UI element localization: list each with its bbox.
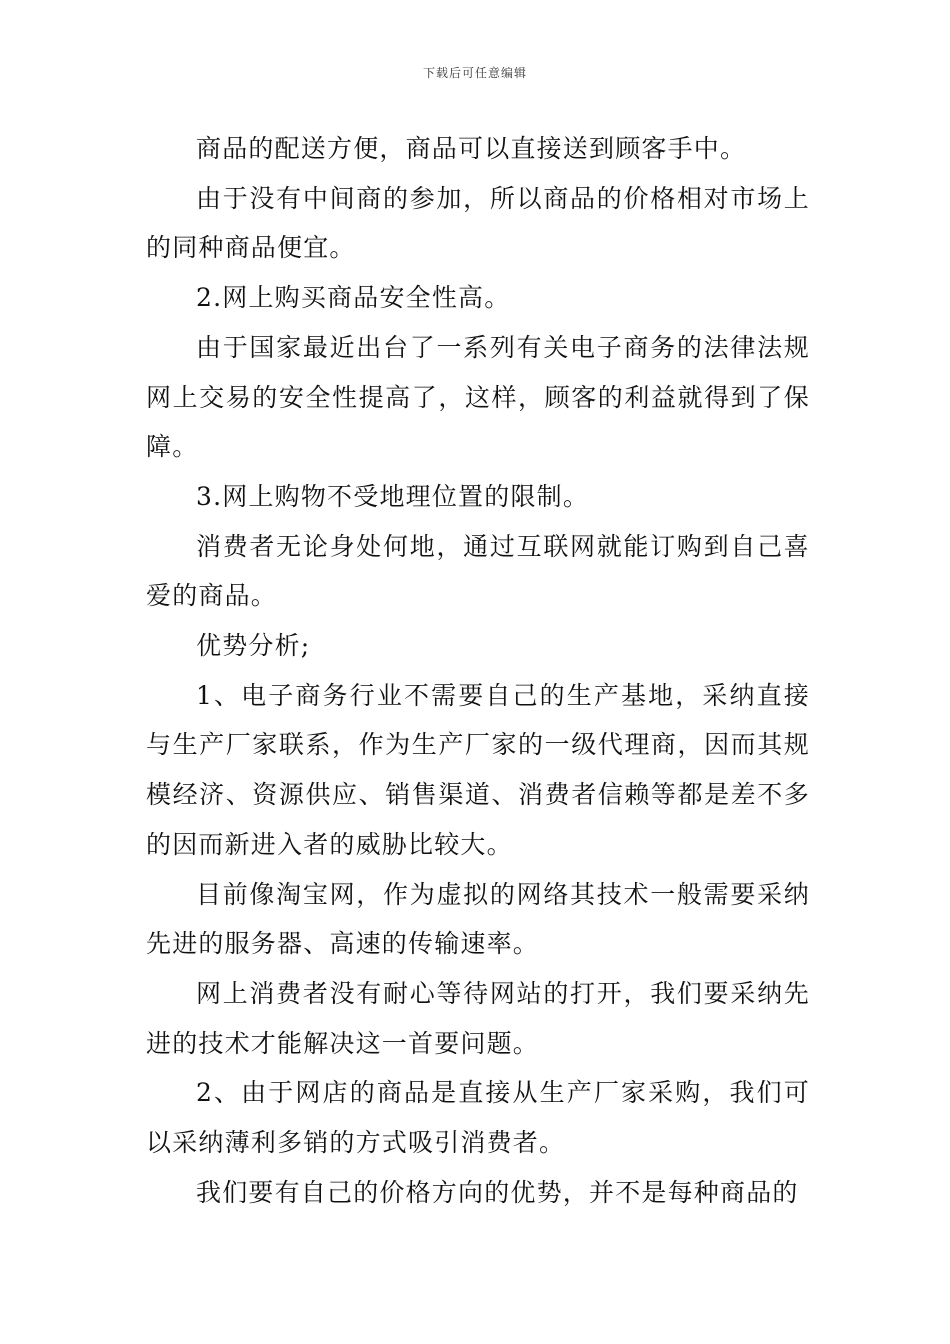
paragraph: 2、由于网店的商品是直接从生产厂家采购，我们可以采纳薄利多销的方式吸引消费者。 (146, 1078, 810, 1158)
paragraph: 优势分析; (196, 631, 311, 661)
paragraph: 由于没有中间商的参加，所以商品的价格相对市场上的同种商品便宜。 (146, 183, 810, 263)
paragraph: 网上消费者没有耐心等待网站的打开，我们要采纳先进的技术才能解决这一首要问题。 (146, 978, 810, 1058)
paragraph: 1、电子商务行业不需要自己的生产基地，采纳直接与生产厂家联系，作为生产厂家的一级代理商，因而其规模经济、资源供应、销售渠道、消费者信赖等都是差不多的因而新进入者的威胁比较大。 (146, 680, 810, 859)
page-header: 下载后可任意编辑 (422, 66, 527, 80)
paragraph: 消费者无论身处何地，通过互联网就能订购到自己喜爱的商品。 (146, 531, 810, 611)
paragraph: 目前像淘宝网，作为虚拟的网络其技术一般需要采纳先进的服务器、高速的传输速率。 (146, 879, 810, 959)
paragraph: 我们要有自己的价格方向的优势，并不是每种商品的 (196, 1177, 799, 1207)
paragraph: 2.网上购买商品安全性高。 (196, 283, 511, 313)
paragraph: 由于国家最近出台了一系列有关电子商务的法律法规网上交易的安全性提高了，这样，顾客的利益就得到了保障。 (146, 332, 810, 462)
document-body (146, 124, 810, 1217)
paragraph: 3.网上购物不受地理位置的限制。 (196, 481, 590, 511)
paragraph: 商品的配送方便，商品可以直接送到顾客手中。 (196, 134, 747, 163)
